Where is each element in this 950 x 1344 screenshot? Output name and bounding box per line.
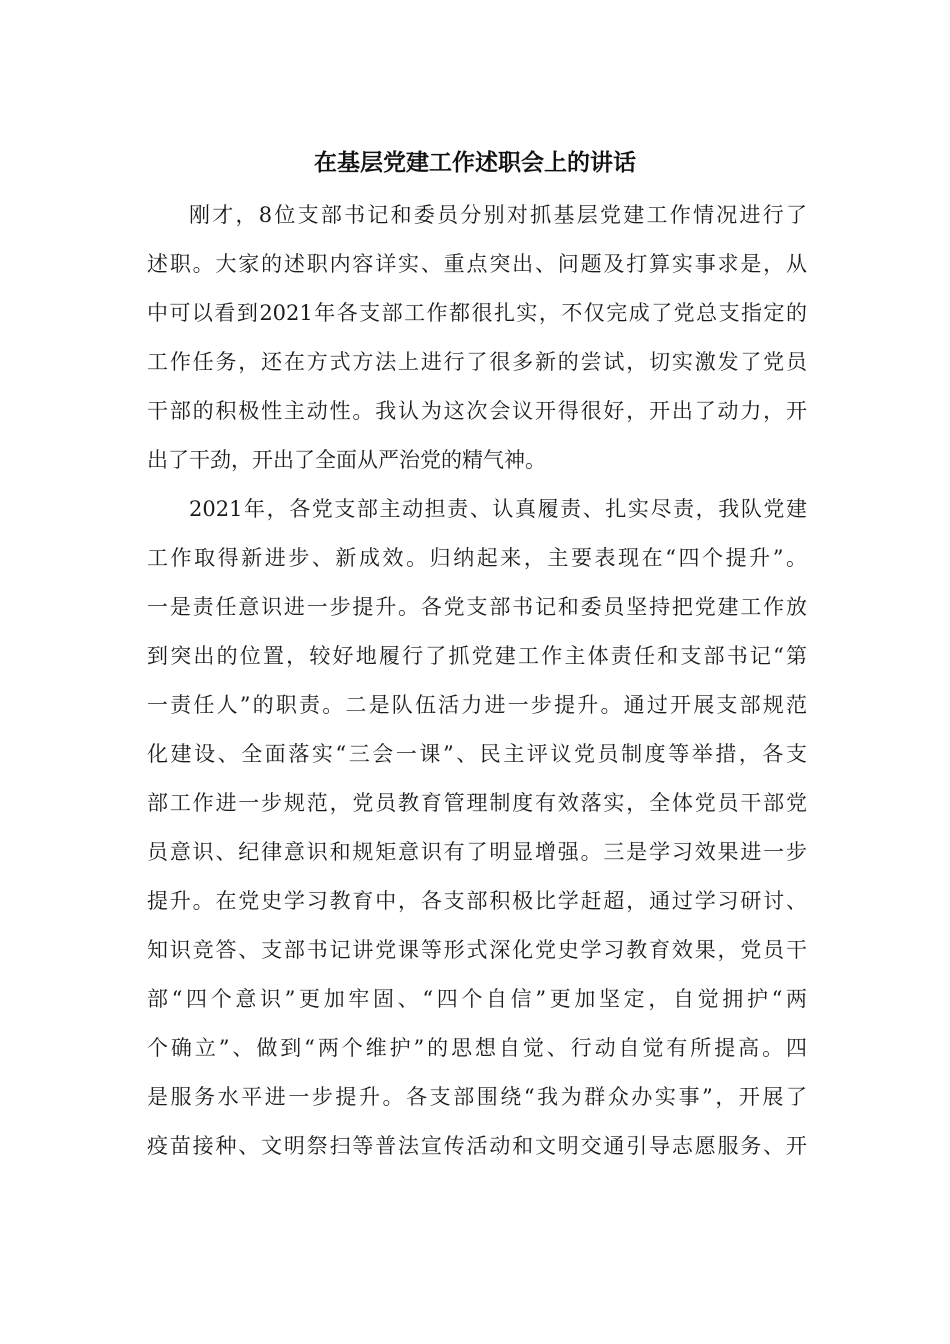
text-line: 一是责任意识进一步提升。各党支部书记和委员坚持把党建工作放	[147, 595, 807, 619]
text-line: 工作取得新进步、新成效。归纳起来，主要表现在“四个提升”。	[147, 546, 807, 570]
text-line: 知识竞答、支部书记讲党课等形式深化党史学习教育效果，党员干	[147, 938, 807, 962]
paragraph-1	[147, 191, 807, 485]
text-line: 2021年，各党支部主动担责、认真履责、扎实尽责，我队党建	[189, 497, 807, 521]
text-line: 出了干劲，开出了全面从严治党的精气神。	[147, 448, 546, 472]
text-line: 干部的积极性主动性。我认为这次会议开得很好，开出了动力，开	[147, 399, 807, 423]
document-body	[147, 191, 807, 1171]
text-line: 个确立”、做到“两个维护”的思想自觉、行动自觉有所提高。四	[147, 1036, 807, 1060]
document-title: 在基层党建工作述职会上的讲话	[314, 149, 636, 176]
text-line: 是服务水平进一步提升。各支部围绕“我为群众办实事”，开展了	[147, 1085, 807, 1109]
text-line: 化建设、全面落实“三会一课”、民主评议党员制度等举措，各支	[147, 742, 807, 766]
text-line: 到突出的位置，较好地履行了抓党建工作主体责任和支部书记“第	[147, 644, 807, 668]
text-line: 员意识、纪律意识和规矩意识有了明显增强。三是学习效果进一步	[147, 840, 807, 864]
text-line: 部“四个意识”更加牢固、“四个自信”更加坚定，自觉拥护“两	[147, 987, 807, 1011]
text-line: 中可以看到2021年各支部工作都很扎实，不仅完成了党总支指定的	[147, 301, 807, 325]
text-line: 述职。大家的述职内容详实、重点突出、问题及打算实事求是，从	[147, 252, 807, 276]
text-line: 提升。在党史学习教育中，各支部积极比学赶超，通过学习研讨、	[147, 889, 807, 913]
text-line: 部工作进一步规范，党员教育管理制度有效落实，全体党员干部党	[147, 791, 807, 815]
text-line: 刚才，8位支部书记和委员分别对抓基层党建工作情况进行了	[189, 203, 807, 227]
paragraph-2	[147, 485, 807, 1171]
text-line: 疫苗接种、文明祭扫等普法宣传活动和文明交通引导志愿服务、开	[147, 1134, 807, 1158]
text-line: 工作任务，还在方式方法上进行了很多新的尝试，切实激发了党员	[147, 350, 807, 374]
text-line: 一责任人”的职责。二是队伍活力进一步提升。通过开展支部规范	[147, 693, 807, 717]
